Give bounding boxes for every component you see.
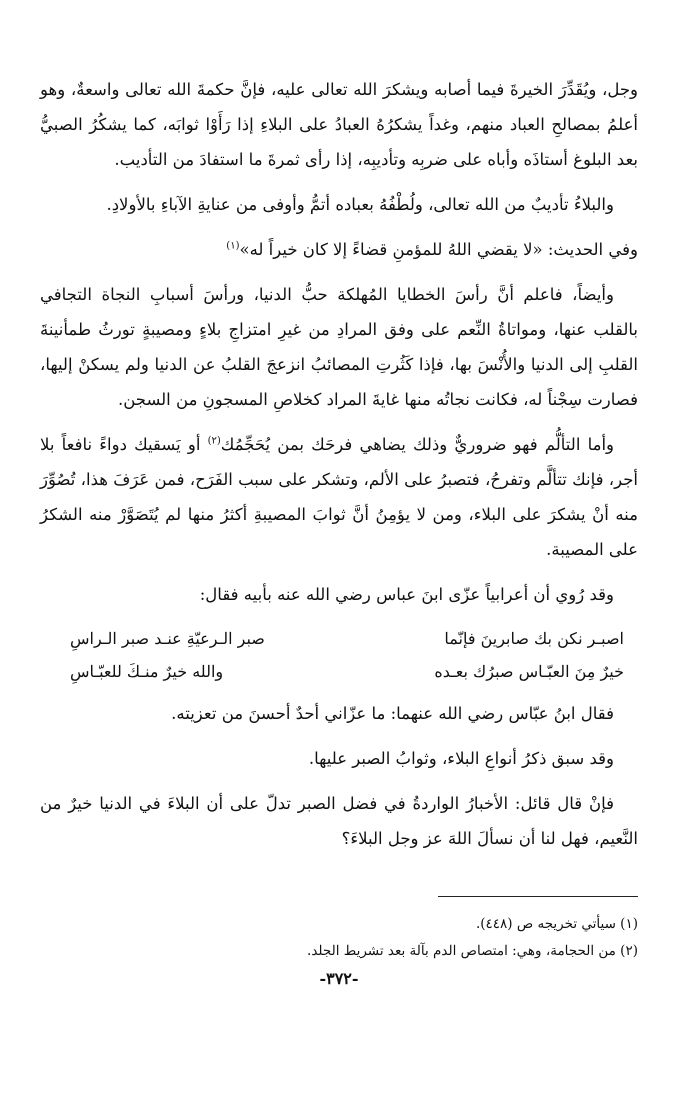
paragraph-1: وجل، ويُقَدِّرَ الخيرةَ فيما أصابه ويشكرَ الله تعالى عليه، فإنَّ حكمةَ الله تعالى واسعةٌ، وهو أعلمُ بمصالحِ العباد منهم، وغداً يشكرُهُ العبادُ على البلاءِ إذا رَأَوْا ثوابَه، كما يشكُرُ الصبيُّ بعد البلوغ أستاذَه وأباه على ضربِه وتأديبِه، إذا رأى ثمرةَ ما استفادَ من التأديب.: [40, 80, 638, 169]
poem-line-1: [40, 622, 638, 655]
hadith-text: وفي الحديث: «لا يقضي اللهُ للمؤمنِ قضاءً إلا كان خيراً له»: [239, 240, 638, 259]
paragraph-2: والبلاءُ تأديبٌ من الله تعالى، ولُطْفُهُ بعباده أتمُّ وأوفى من عنايةِ الآباءِ بالأولادِ.: [106, 195, 614, 214]
footnote-2: (٢) من الحجامة، وهي: امتصاص الدم بآلة بعد تشريط الجلد.: [307, 943, 638, 959]
paragraph-5-end: أو يَسقيك دواءً نافعاً بلا أجر، فإنك تتألَّم وتفرحُ، فتصبرُ على الألم، وتشكر على سبب الفَرَح، فمن عَرَفَ هذا، تُصُوِّرَ منه أنْ يشكرَ على البلاء، ومن لا يؤمِنُ أنَّ ثوابَ المصيبةِ أكثرُ منها لم يُتَصَوَّرْ منه الشكرُ على المصيبة.: [40, 435, 638, 559]
poem-line-2-second-half: والله خيرٌ منـكَ للعبّـاسِ: [70, 662, 224, 681]
footnote-1: (١) سيأتي تخريجه ص (٤٤٨).: [475, 916, 638, 932]
paragraph-7: فقال ابنُ عبّاس رضي الله عنهما: ما عزّاني أحدٌ أحسنَ من تعزيته.: [171, 704, 614, 723]
poem-line-1-first-half: اصبـر نكن بك صابرينَ فإنّما: [444, 629, 624, 648]
poem-line-1-second-half: صبر الـرعيّةِ عنـد صبر الـراسِ: [70, 629, 265, 648]
paragraph-4: وأيضاً، فاعلم أنَّ رأسَ الخطايا المُهلكة حبُّ الدنيا، ورأسَ أسبابِ النجاة التجافي بالقلب عنها، ومواتاةُ النِّعم على وفق المرادِ من غيرِ امتزاجِ بلاءٍ ومصيبةٍ تورثُ طمأنينةَ القلبِ إلى الدنيا والأُنْسَ بها، فإذا كَثُرتِ المصائبُ انزعجَ القلبُ عن الدنيا ولم يسكنْ إليها، فصارت سِجْناً له، فكانت نجاتُه منها غايةَ المراد كخلاصِ المسجونِ من السجن.: [40, 285, 638, 409]
paragraph-3: [40, 232, 638, 267]
poem-line-2-first-half: خيرٌ مِنَ العبّـاس صبرُك بعـده: [434, 662, 624, 681]
paragraph-5-start: وأما التألُّم فهو ضروريٌّ وذلك يضاهي فرحَك بمن يُحَجِّمُك: [220, 435, 614, 454]
paragraph-8: وقد سبق ذكرُ أنواعِ البلاء، وثوابُ الصبر عليها.: [308, 749, 614, 768]
paragraph-5: [40, 427, 638, 567]
page-number: -٣٧٢-: [319, 969, 359, 988]
poem: [40, 622, 638, 688]
footnote-divider: [438, 896, 638, 897]
footnote-ref-1: (١): [226, 240, 240, 252]
paragraph-9: فإنْ قال قائل: الأخبارُ الواردةُ في فضل الصبر تدلّ على أن البلاءَ في الدنيا خيرٌ من النَّعيم، فهل لنا أن نسألَ اللهَ عز وجل البلاءَ؟: [40, 794, 638, 848]
paragraph-6: وقد رُوي أن أعرابياً عزّى ابنَ عباس رضي الله عنه بأبيه فقال:: [199, 585, 614, 604]
footnote-ref-2: (٢): [207, 435, 221, 447]
poem-line-2: [40, 655, 638, 688]
